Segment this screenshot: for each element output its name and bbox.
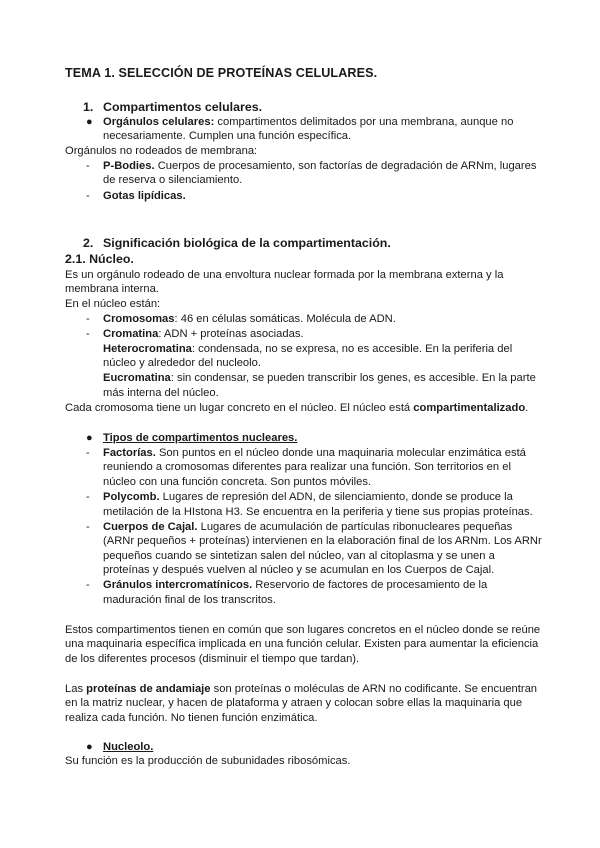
- bullet-dash-icon: -: [86, 579, 90, 591]
- andamiaje-line-2: en la matriz nuclear, y hacen de plataforma y atraen y colocan sobre ellas la maquinaria que: [65, 697, 523, 709]
- section-1-heading: Compartimentos celulares.: [103, 100, 263, 114]
- bullet-dash-icon: -: [86, 447, 90, 459]
- granulos-line-2: maduración final de los transcritos.: [103, 594, 276, 606]
- factorias-line-3: núcleo con una función concreta. Son puntos móviles.: [103, 476, 372, 488]
- section-2-heading: Significación biológica de la compartimentación.: [103, 236, 391, 250]
- heterocromatina-line-1: Heterocromatina: condensada, no se expresa, no es accesible. En la periferia del: [103, 343, 513, 355]
- non-membrane-label: Orgánulos no rodeados de membrana:: [65, 145, 258, 157]
- eucromatina-line-1: Eucromatina: sin condensar, se pueden transcribir los genes, es accesible. En la parte: [103, 372, 536, 384]
- nucleo-intro-3: En el núcleo están:: [65, 298, 161, 310]
- cajal-line-3: pequeños cuando se sintetizan salen del núcleo, van al citoplasma y se unen a: [103, 550, 495, 562]
- section-1-number: 1.: [83, 100, 94, 114]
- bullet-dash-icon: -: [86, 491, 90, 503]
- bullet-dot-icon: ●: [86, 432, 93, 444]
- cajal-line-1: Cuerpos de Cajal. Lugares de acumulación de partículas ribonucleares pequeñas: [103, 521, 513, 533]
- granulos-line-1: Gránulos intercromatínicos. Reservorio de factores de procesamiento de la: [103, 579, 488, 591]
- estos-paragraph-line-2: una maquinaria específica implicada en una función celular. Existen para aumentar la eficiencia: [65, 638, 539, 650]
- tipos-heading: Tipos de compartimentos nucleares.: [103, 432, 298, 444]
- cajal-line-4: proteínas y después vuelven al núcleo y se acumulan en los Cuerpos de Cajal.: [103, 564, 495, 576]
- nucleolo-heading: Nucleolo.: [103, 741, 154, 753]
- organulos-line-1: Orgánulos celulares: compartimentos delimitados por una membrana, aunque no: [103, 116, 514, 128]
- heterocromatina-line-2: núcleo y alrededor del nucleolo.: [103, 357, 261, 369]
- bullet-dash-icon: -: [86, 313, 90, 325]
- nucleo-intro-1: Es un orgánulo rodeado de una envoltura nuclear formada por la membrana externa y la: [65, 269, 504, 281]
- andamiaje-line-3: realiza cada función. No tienen función enzimática.: [65, 712, 318, 724]
- bullet-dash-icon: -: [86, 190, 90, 202]
- pbodies-line-2: de reserva o silenciamiento.: [103, 174, 243, 186]
- polycomb-line-2: metilación de la HIstona H3. Se encuentra en la periferia y tiene sus propias proteínas.: [103, 506, 533, 518]
- polycomb-line-1: Polycomb. Lugares de represión del ADN, de silenciamiento, donde se produce la: [103, 491, 513, 503]
- nucleo-intro-2: membrana interna.: [65, 283, 159, 295]
- cada-cromosoma-line: Cada cromosoma tiene un lugar concreto en el núcleo. El núcleo está compartimentalizado.: [65, 402, 529, 414]
- estos-paragraph-line-3: de los diferentes procesos (disminuir el tiempo que tardan).: [65, 653, 360, 665]
- gotas-lipidicas: Gotas lipídicas.: [103, 190, 186, 202]
- cromosomas-line: Cromosomas: 46 en células somáticas. Molécula de ADN.: [103, 313, 396, 325]
- nucleolo-text: Su función es la producción de subunidades ribosómicas.: [65, 755, 351, 767]
- bullet-dash-icon: -: [86, 160, 90, 172]
- eucromatina-line-2: más interna del núcleo.: [103, 387, 219, 399]
- bullet-dash-icon: -: [86, 521, 90, 533]
- andamiaje-line-1: Las proteínas de andamiaje son proteínas o moléculas de ARN no codificante. Se encuentran: [65, 683, 538, 695]
- section-2-number: 2.: [83, 236, 94, 250]
- cajal-line-2: (ARNr pequeños + proteínas) intervienen en la elaboración final de los ARNm. Los ARNr: [103, 535, 542, 547]
- bullet-dot-icon: ●: [86, 741, 93, 753]
- factorias-line-1: Factorías. Son puntos en el núcleo donde una maquinaria molecular enzimática está: [103, 447, 526, 459]
- pbodies-line-1: P-Bodies. Cuerpos de procesamiento, son factorías de degradación de ARNm, lugares: [103, 160, 537, 172]
- estos-paragraph-line-1: Estos compartimentos tienen en común que son lugares concretos en el núcleo donde se reúne: [65, 624, 541, 636]
- bullet-dot-icon: ●: [86, 116, 93, 128]
- factorias-line-2: reuniendo a cromosomas diferentes para realizar una función. Son territorios en el: [103, 461, 511, 473]
- cromatina-line: Cromatina: ADN + proteínas asociadas.: [103, 328, 304, 340]
- organulos-line-2: necesariamente. Cumplen una función específica.: [103, 130, 352, 142]
- bullet-dash-icon: -: [86, 328, 90, 340]
- subsection-nucleo: 2.1. Núcleo.: [65, 252, 134, 266]
- page-title: TEMA 1. SELECCIÓN DE PROTEÍNAS CELULARES.: [65, 66, 378, 80]
